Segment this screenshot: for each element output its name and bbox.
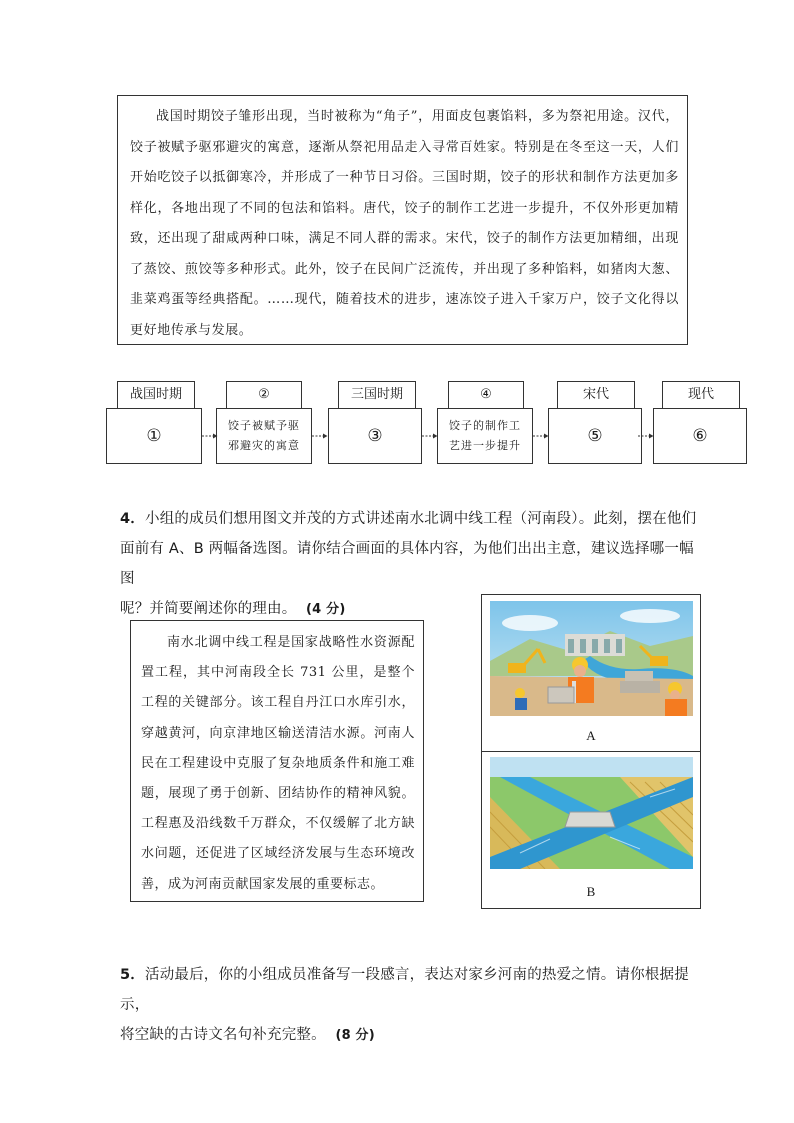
- flow-label-4: ④: [448, 381, 524, 409]
- image-divider: [482, 751, 700, 752]
- flow-box-4: [437, 408, 533, 464]
- flow-box-5: [548, 408, 642, 464]
- flow-box-2: [216, 408, 312, 464]
- image-b-caption: B: [586, 884, 596, 899]
- flow-arrow-icon: [422, 433, 438, 439]
- flow-box-6-text: ⑥: [692, 426, 708, 446]
- flow-arrow-icon: [638, 433, 654, 439]
- question-5: [120, 960, 700, 1051]
- question-4-text-3: 呢？并简要阐述你的理由。: [120, 601, 297, 617]
- flow-label-5: 宋代: [557, 381, 635, 409]
- image-b-aqueduct: [490, 757, 693, 869]
- flow-box-2-line-2: 邪避灾的寓意: [228, 439, 300, 452]
- question-4-line-2: 面前有 A、B 两幅备选图。请你结合画面的具体内容，为他们出出主意，建议选择哪一幅图: [120, 541, 694, 587]
- flow-label-1: 战国时期: [117, 381, 195, 409]
- image-a-caption: A: [586, 728, 596, 743]
- question-4-text-1: 小组的成员们想用图文并茂的方式讲述南水北调中线工程（河南段）。此刻，摆在他们: [145, 511, 697, 527]
- flow-box-3-text: ③: [367, 426, 383, 446]
- question-5-text-2: 将空缺的古诗文名句补充完整。: [120, 1027, 326, 1043]
- question-5-text-1: 活动最后，你的小组成员准备写一段感言，表达对家乡河南的热爱之情。请你根据提示，: [120, 967, 689, 1013]
- question-5-line-2: [120, 1020, 700, 1051]
- flow-arrow-icon: [533, 433, 549, 439]
- flow-box-1-text: ①: [146, 426, 162, 446]
- question-5-line-1: [120, 960, 700, 1020]
- flow-label-2: ②: [226, 381, 302, 409]
- flow-box-6: [653, 408, 747, 464]
- question-5-number: 5．: [120, 967, 145, 983]
- question-4-number: 4．: [120, 511, 145, 527]
- flow-box-2-line-1: 饺子被赋予驱: [228, 419, 300, 432]
- question-4-line-1: [120, 504, 700, 534]
- flow-label-3: 三国时期: [338, 381, 416, 409]
- dumpling-history-passage: 战国时期饺子雏形出现，当时被称为“角子”，用面皮包裹馅料，多为祭祀用途。汉代，饺子被赋予驱邪避灾的寓意，逐渐从祭祀用品走入寻常百姓家。特别是在冬至这一天，人们开始吃饺子以抵御寒冷，并形成了一种节日习俗。三国时期，饺子的形状和制作方法更加多样化，各地出现了不同的包法和馅料。唐代，饺子的制作工艺进一步提升，不仅外形更加精致，还出现了甜咸两种口味，满足不同人群的需求。宋代，饺子的制作方法更加精细，出现了蒸饺、煎饺等多种形式。此外，饺子在民间广泛流传，并出现了多种馅料，如猪肉大葱、韭菜鸡蛋等经典搭配。……现代，随着技术的进步，速冻饺子进入千家万户，饺子文化得以更好地传承与发展。: [130, 109, 679, 338]
- flow-box-4-line-1: 饺子的制作工: [449, 419, 521, 432]
- flow-box-5-text: ⑤: [587, 426, 603, 446]
- flow-arrow-icon: [202, 433, 218, 439]
- south-north-water-passage: 南水北调中线工程是国家战略性水资源配置工程，其中河南段全长 731 公里，是整个工程的关键部分。该工程自丹江口水库引水，穿越黄河，向京津地区输送清洁水源。河南人民在工程建设中克服了复杂地质条件和施工难题，展现了勇于创新、团结协作的精神风貌。工程惠及沿线数千万群众，不仅缓解了北方缺水问题，还促进了区域经济发展与生态环境改善，成为河南贡献国家发展的重要标志。: [141, 635, 415, 892]
- question-4-score: (4 分): [306, 602, 346, 617]
- flow-label-6: 现代: [662, 381, 740, 409]
- flow-box-1: [106, 408, 202, 464]
- flow-box-3: [328, 408, 422, 464]
- question-5-score: (8 分): [335, 1028, 375, 1043]
- flow-arrow-icon: [312, 433, 328, 439]
- passage-box: [117, 95, 688, 345]
- image-a-construction: [490, 601, 693, 716]
- flow-box-4-line-2: 艺进一步提升: [449, 439, 521, 452]
- south-north-water-passage-box: [130, 620, 424, 902]
- image-options-panel: [481, 594, 701, 909]
